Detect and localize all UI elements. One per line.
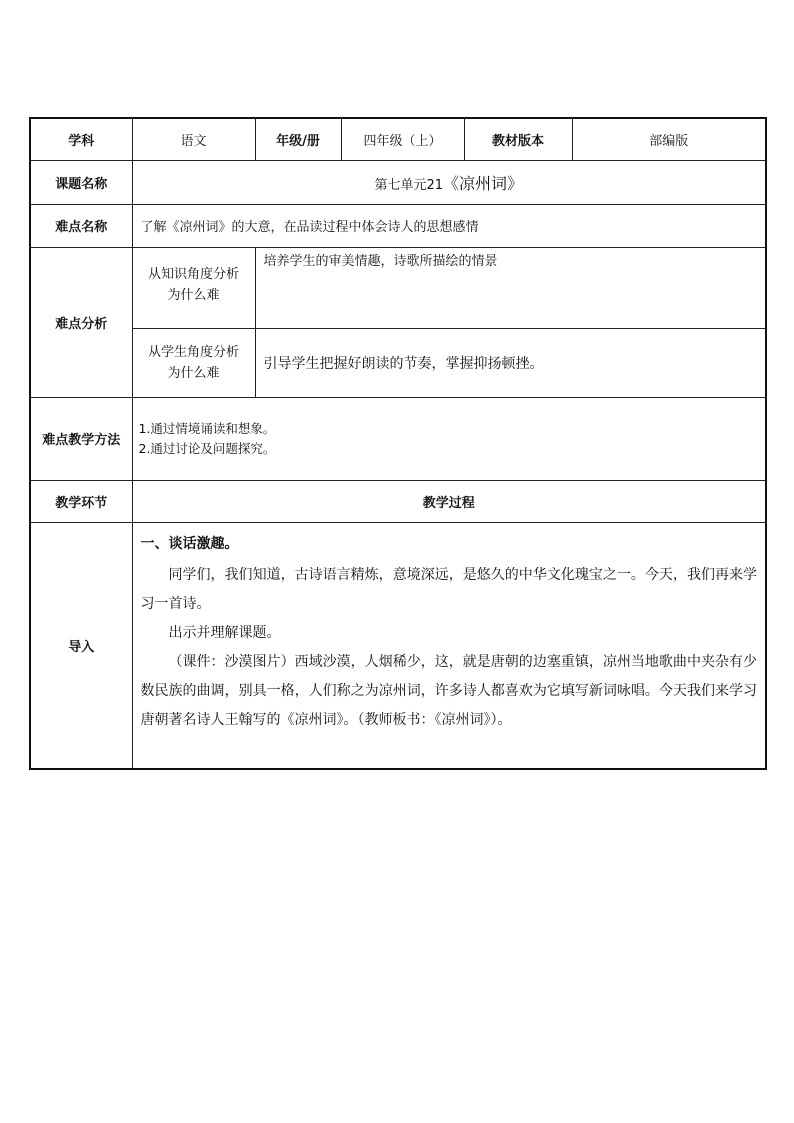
student-angle-label: [132, 328, 255, 397]
process-header: 教学过程: [132, 480, 766, 522]
analysis-knowledge-row: [30, 247, 766, 328]
lesson-name: 《凉州词》: [443, 173, 524, 193]
methods-label: 难点教学方法: [30, 397, 132, 480]
intro-paragraph: 出示并理解课题。: [168, 624, 281, 641]
knowledge-angle-line-2: 为什么难: [167, 287, 220, 303]
lesson-prefix: 第七单元21: [374, 177, 444, 193]
subject-value: 语文: [132, 118, 255, 160]
difficulty-row: [30, 204, 766, 247]
student-angle-line-1: 从学生角度分析: [147, 344, 239, 360]
intro-paragraph: （课件：沙漠图片）西域沙漠，人烟稀少，这，就是唐朝的边塞重镇，凉州当地歌曲中夹杂有少数民族的曲调，别具一格，人们称之为凉州词，许多诗人都喜欢为它填写新词咏唱。今天我们来学习唐朝著名诗人王翰写的《凉州词》。（教师板书：《凉州词》）。: [140, 653, 757, 728]
stage-header: 教学环节: [30, 480, 132, 522]
lesson-title: [132, 160, 766, 204]
intro-content: [132, 522, 766, 769]
student-angle-value: 引导学生把握好朗读的节奏，掌握抑扬顿挫。: [255, 328, 766, 397]
intro-row: [30, 522, 766, 769]
method-item: 1.通过情境诵读和想象。: [138, 420, 276, 436]
grade-label: 年级/册: [255, 118, 341, 160]
header-row: [30, 118, 766, 160]
difficulty-value: 了解《凉州词》的大意，在品读过程中体会诗人的思想感情: [132, 204, 766, 247]
knowledge-angle-label: [132, 247, 255, 328]
knowledge-angle-line-1: 从知识角度分析: [147, 266, 239, 282]
student-angle-line-2: 为什么难: [167, 365, 220, 381]
edition-value: 部编版: [572, 118, 766, 160]
intro-paragraph: 同学们，我们知道，古诗语言精炼，意境深远，是悠久的中华文化瑰宝之一。今天，我们再来学习一首诗。: [140, 566, 757, 612]
method-item: 2.通过讨论及问题探究。: [138, 440, 276, 456]
edition-label: 教材版本: [464, 118, 572, 160]
process-header-row: [30, 480, 766, 522]
subject-label: 学科: [30, 118, 132, 160]
analysis-student-row: [30, 328, 766, 397]
difficulty-label: 难点名称: [30, 204, 132, 247]
stage-intro-label: 导入: [30, 522, 132, 769]
grade-value: 四年级（上）: [341, 118, 464, 160]
analysis-label: 难点分析: [30, 247, 132, 397]
methods-list: [132, 397, 766, 480]
lesson-plan-table: [29, 117, 767, 770]
methods-row: [30, 397, 766, 480]
intro-heading: 一、谈话激趣。: [140, 535, 239, 552]
lesson-row: [30, 160, 766, 204]
lesson-label: 课题名称: [30, 160, 132, 204]
knowledge-angle-value: 培养学生的审美情趣，诗歌所描绘的情景: [255, 247, 766, 328]
